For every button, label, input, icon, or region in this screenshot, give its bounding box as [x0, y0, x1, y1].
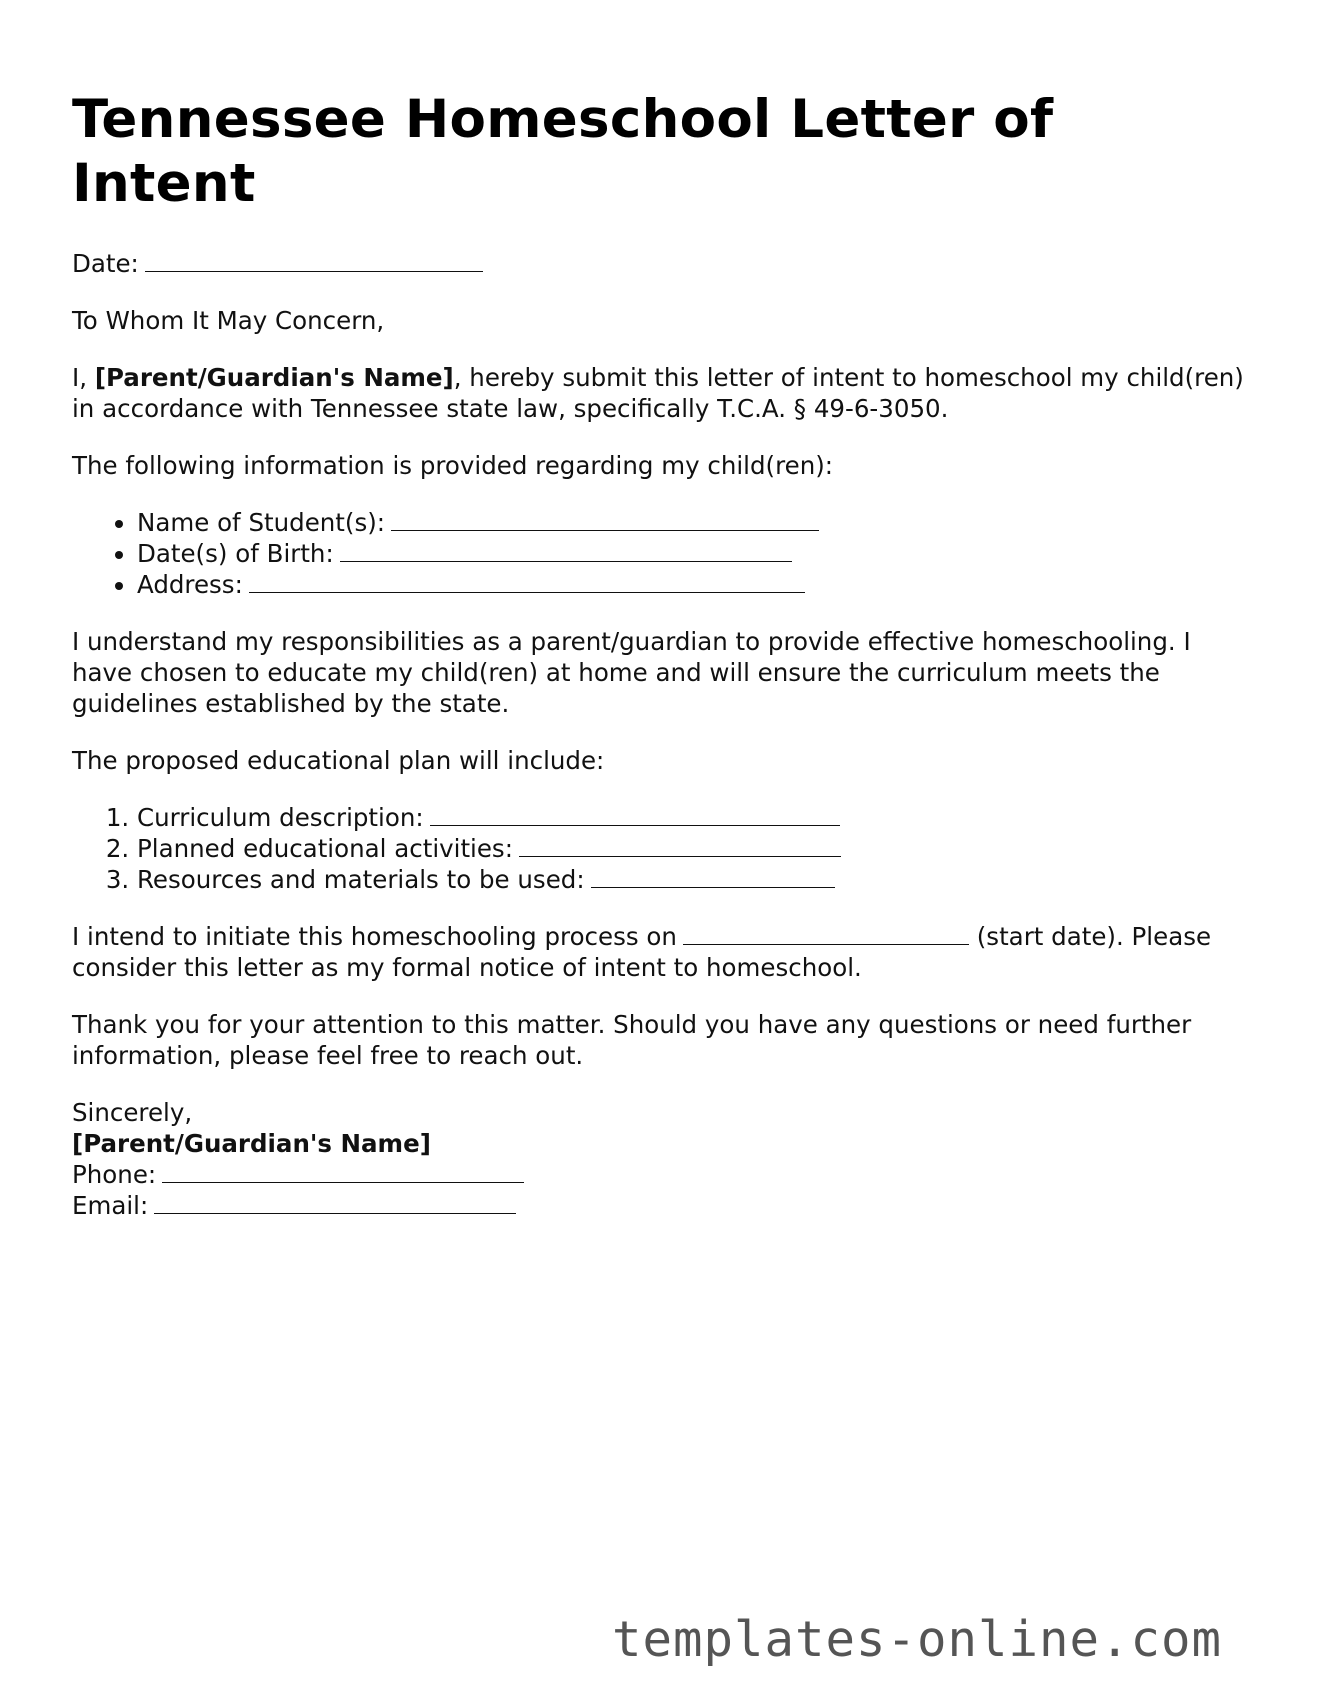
- phone-line: [72, 1159, 1252, 1190]
- intro-text: , hereby submit this letter of intent to homeschool my child(ren) in accordance with Tennessee state law, specifically T.C.A. § 49-6-3050.: [72, 363, 1244, 423]
- student-info-list: [72, 507, 1252, 600]
- signature-block: [72, 1097, 1252, 1221]
- salutation: To Whom It May Concern,: [72, 306, 385, 335]
- intro-paragraph: [72, 362, 1252, 424]
- start-paragraph: [72, 921, 1252, 983]
- resources-blank[interactable]: [591, 865, 835, 888]
- closing: Sincerely,: [72, 1098, 193, 1127]
- start-date-blank[interactable]: [683, 922, 969, 945]
- plan-intro: The proposed educational plan will include:: [72, 746, 605, 775]
- birth-date-blank[interactable]: [340, 539, 792, 562]
- student-name-label: Name of Student(s):: [137, 508, 386, 537]
- date-blank[interactable]: [145, 249, 483, 272]
- activities-label: Planned educational activities:: [137, 834, 513, 863]
- email-line: [72, 1190, 1252, 1221]
- email-label: Email:: [72, 1191, 149, 1220]
- curriculum-blank[interactable]: [430, 803, 840, 826]
- birth-date-label: Date(s) of Birth:: [137, 539, 334, 568]
- parent-name-placeholder: [Parent/Guardian's Name]: [94, 363, 454, 392]
- thanks-paragraph: Thank you for your attention to this matter. Should you have any questions or need further information, please feel free to reach out.: [72, 1010, 1192, 1070]
- phone-label: Phone:: [72, 1160, 157, 1189]
- date-line: [72, 248, 1252, 279]
- letter-document: [72, 88, 1252, 1221]
- address-blank[interactable]: [249, 570, 805, 593]
- watermark: templates-online.com: [612, 1611, 1223, 1668]
- student-name-blank[interactable]: [391, 508, 819, 531]
- list-item: [137, 833, 1252, 864]
- page-title: Tennessee Homeschool Letter of Intent: [72, 89, 1054, 214]
- plan-list: [72, 802, 1252, 895]
- date-label: Date:: [72, 249, 139, 278]
- list-item: [137, 864, 1252, 895]
- start-suffix: (start date). Please consider this letter as my formal notice of intent to homeschool.: [72, 922, 1212, 982]
- curriculum-label: Curriculum description:: [137, 803, 424, 832]
- intro-prefix: I,: [72, 363, 88, 392]
- signature-name: [Parent/Guardian's Name]: [72, 1129, 431, 1158]
- list-item: [137, 507, 1252, 538]
- info-intro: The following information is provided regarding my child(ren):: [72, 451, 834, 480]
- phone-blank[interactable]: [162, 1160, 524, 1183]
- responsibility-paragraph: I understand my responsibilities as a parent/guardian to provide effective homeschooling. I have chosen to educate my child(ren) at home and will ensure the curriculum meets the guidelines established by the state.: [72, 627, 1191, 718]
- list-item: [137, 802, 1252, 833]
- list-item: [137, 569, 1252, 600]
- resources-label: Resources and materials to be used:: [137, 865, 585, 894]
- address-label: Address:: [137, 570, 243, 599]
- activities-blank[interactable]: [519, 834, 841, 857]
- start-prefix: I intend to initiate this homeschooling process on: [72, 922, 677, 951]
- list-item: [137, 538, 1252, 569]
- email-blank[interactable]: [154, 1191, 516, 1214]
